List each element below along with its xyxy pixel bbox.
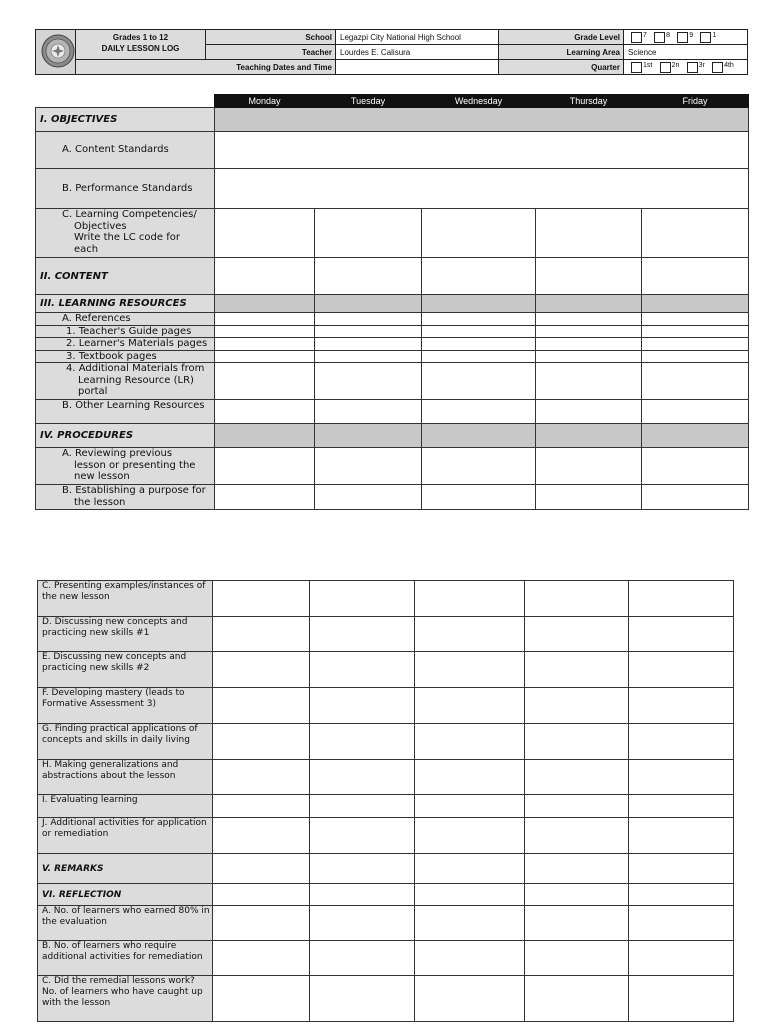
content-standards-label: A. Content Standards: [36, 132, 215, 169]
olr-monday-cell[interactable]: [215, 400, 315, 424]
establishing-purpose-label: B. Establishing a purpose for the lesson: [36, 485, 215, 510]
content-wednesday-cell[interactable]: [422, 258, 536, 295]
reflection-friday-cell[interactable]: [629, 884, 734, 906]
h-friday-cell[interactable]: [629, 760, 734, 795]
grade-level-options: [624, 30, 748, 45]
school-label: School: [206, 30, 336, 45]
grade-10-label: 1: [712, 31, 717, 39]
j-tuesday-cell[interactable]: [310, 818, 415, 854]
ra-tuesday-cell[interactable]: [310, 906, 415, 941]
c-friday-cell[interactable]: [629, 581, 734, 617]
procedures-shade-2: [315, 424, 422, 448]
corner-cell: [36, 95, 215, 108]
f-friday-cell[interactable]: [629, 688, 734, 724]
day-wednesday: Wednesday: [422, 95, 536, 108]
procedures-shade-5: [642, 424, 749, 448]
olr-friday-cell[interactable]: [642, 400, 749, 424]
rb-thursday-cell[interactable]: [525, 941, 629, 976]
references-label: A. References: [36, 313, 215, 326]
lm-monday-cell[interactable]: [215, 338, 315, 351]
presenting-examples-label: C. Presenting examples/instances of the new lesson: [38, 581, 213, 617]
reflection-tuesday-cell[interactable]: [310, 884, 415, 906]
grade-8-checkbox[interactable]: [654, 32, 665, 43]
tb-monday-cell[interactable]: [215, 350, 315, 363]
rev-wednesday-cell[interactable]: [422, 448, 536, 485]
references-tuesday-cell[interactable]: [315, 313, 422, 326]
g-thursday-cell[interactable]: [525, 724, 629, 760]
content-tuesday-cell[interactable]: [315, 258, 422, 295]
ra-wednesday-cell[interactable]: [415, 906, 525, 941]
reflection-thursday-cell[interactable]: [525, 884, 629, 906]
i-tuesday-cell[interactable]: [310, 795, 415, 818]
f-thursday-cell[interactable]: [525, 688, 629, 724]
am-thursday-cell[interactable]: [536, 363, 642, 400]
content-heading: II. CONTENT: [36, 258, 215, 295]
grade-7-label: 7: [643, 31, 647, 39]
performance-standards-label: B. Performance Standards: [36, 169, 215, 209]
c-monday-cell[interactable]: [213, 581, 310, 617]
tg-tuesday-cell[interactable]: [315, 325, 422, 338]
lm-wednesday-cell[interactable]: [422, 338, 536, 351]
practical-applications-label: G. Finding practical applications of concepts and skills in daily living: [38, 724, 213, 760]
day-thursday: Thursday: [536, 95, 642, 108]
remarks-heading: V. REMARKS: [38, 854, 213, 884]
additional-activities-label: J. Additional activities for application or remediation: [38, 818, 213, 854]
quarter-3-label: 3r: [698, 61, 705, 69]
learning-competencies-label: C. Learning Competencies/ Objectives Write the LC code for each: [36, 209, 215, 258]
i-wednesday-cell[interactable]: [415, 795, 525, 818]
c-wednesday-cell[interactable]: [415, 581, 525, 617]
reviewing-lesson-label: A. Reviewing previous lesson or presenting the new lesson: [36, 448, 215, 485]
rev-monday-cell[interactable]: [215, 448, 315, 485]
discussing-concepts-2-label: E. Discussing new concepts and practicing new skills #2: [38, 652, 213, 688]
am-monday-cell[interactable]: [215, 363, 315, 400]
d-wednesday-cell[interactable]: [415, 617, 525, 652]
quarter-2-label: 2n: [671, 61, 680, 69]
resources-shade-4: [536, 295, 642, 313]
learning-area-label: Learning Area: [499, 45, 624, 60]
learners-remediation-label: B. No. of learners who require additional activities for remediation: [38, 941, 213, 976]
resources-shade-2: [315, 295, 422, 313]
tb-tuesday-cell[interactable]: [315, 350, 422, 363]
i-friday-cell[interactable]: [629, 795, 734, 818]
references-thursday-cell[interactable]: [536, 313, 642, 326]
quarter-4-checkbox[interactable]: [712, 62, 723, 73]
learning-resources-heading: III. LEARNING RESOURCES: [36, 295, 215, 313]
quarter-3-checkbox[interactable]: [687, 62, 698, 73]
purpose-thursday-cell[interactable]: [536, 485, 642, 510]
f-monday-cell[interactable]: [213, 688, 310, 724]
rc-thursday-cell[interactable]: [525, 976, 629, 1022]
reflection-wednesday-cell[interactable]: [415, 884, 525, 906]
resources-shade-3: [422, 295, 536, 313]
g-friday-cell[interactable]: [629, 724, 734, 760]
g-tuesday-cell[interactable]: [310, 724, 415, 760]
tg-wednesday-cell[interactable]: [422, 325, 536, 338]
log-title-line1: Grades 1 to 12: [112, 33, 169, 42]
performance-standards-cell[interactable]: [215, 169, 749, 209]
rev-friday-cell[interactable]: [642, 448, 749, 485]
reflection-heading: VI. REFLECTION: [38, 884, 213, 906]
lc-thursday-cell[interactable]: [536, 209, 642, 258]
h-wednesday-cell[interactable]: [415, 760, 525, 795]
evaluating-learning-label: I. Evaluating learning: [38, 795, 213, 818]
grade-8-label: 8: [666, 31, 671, 39]
lm-tuesday-cell[interactable]: [315, 338, 422, 351]
tg-friday-cell[interactable]: [642, 325, 749, 338]
rb-tuesday-cell[interactable]: [310, 941, 415, 976]
deped-seal: [36, 30, 76, 75]
remarks-wednesday-cell[interactable]: [415, 854, 525, 884]
quarter-4-label: 4th: [724, 61, 734, 69]
quarter-label: Quarter: [499, 60, 624, 75]
textbook-pages-label: 3. Textbook pages: [36, 350, 215, 363]
g-monday-cell[interactable]: [213, 724, 310, 760]
e-tuesday-cell[interactable]: [310, 652, 415, 688]
developing-mastery-label: F. Developing mastery (leads to Formative Assessment 3): [38, 688, 213, 724]
e-wednesday-cell[interactable]: [415, 652, 525, 688]
grade-9-label: 9: [689, 31, 694, 39]
grade-9-checkbox[interactable]: [677, 32, 688, 43]
quarter-options: [624, 60, 748, 75]
procedures-shade-4: [536, 424, 642, 448]
teacher-field[interactable]: Lourdes E. Calisura: [336, 45, 499, 60]
teaching-dates-label: Teaching Dates and Time: [76, 60, 336, 75]
rc-tuesday-cell[interactable]: [310, 976, 415, 1022]
olr-wednesday-cell[interactable]: [422, 400, 536, 424]
d-tuesday-cell[interactable]: [310, 617, 415, 652]
rb-monday-cell[interactable]: [213, 941, 310, 976]
content-thursday-cell[interactable]: [536, 258, 642, 295]
remarks-thursday-cell[interactable]: [525, 854, 629, 884]
j-thursday-cell[interactable]: [525, 818, 629, 854]
i-monday-cell[interactable]: [213, 795, 310, 818]
teacher-label: Teacher: [206, 45, 336, 60]
rb-friday-cell[interactable]: [629, 941, 734, 976]
c-thursday-cell[interactable]: [525, 581, 629, 617]
rev-tuesday-cell[interactable]: [315, 448, 422, 485]
quarter-1-label: 1st: [643, 61, 653, 69]
j-monday-cell[interactable]: [213, 818, 310, 854]
day-monday: Monday: [215, 95, 315, 108]
lc-monday-cell[interactable]: [215, 209, 315, 258]
ra-thursday-cell[interactable]: [525, 906, 629, 941]
quarter-1-checkbox[interactable]: [631, 62, 642, 73]
rb-wednesday-cell[interactable]: [415, 941, 525, 976]
j-wednesday-cell[interactable]: [415, 818, 525, 854]
lc-wednesday-cell[interactable]: [422, 209, 536, 258]
d-friday-cell[interactable]: [629, 617, 734, 652]
tb-thursday-cell[interactable]: [536, 350, 642, 363]
olr-tuesday-cell[interactable]: [315, 400, 422, 424]
h-thursday-cell[interactable]: [525, 760, 629, 795]
procedures-heading: IV. PROCEDURES: [36, 424, 215, 448]
resources-shade-1: [215, 295, 315, 313]
additional-materials-label: 4. Additional Materials from Learning Resource (LR) portal: [36, 363, 215, 400]
procedures-shade-3: [422, 424, 536, 448]
e-monday-cell[interactable]: [213, 652, 310, 688]
lc-tuesday-cell[interactable]: [315, 209, 422, 258]
resources-shade-5: [642, 295, 749, 313]
purpose-tuesday-cell[interactable]: [315, 485, 422, 510]
c-tuesday-cell[interactable]: [310, 581, 415, 617]
teachers-guide-label: 1. Teacher's Guide pages: [36, 325, 215, 338]
lesson-log-table-page1: [35, 94, 749, 510]
reflection-monday-cell[interactable]: [213, 884, 310, 906]
day-tuesday: Tuesday: [315, 95, 422, 108]
h-monday-cell[interactable]: [213, 760, 310, 795]
am-friday-cell[interactable]: [642, 363, 749, 400]
header-table: [35, 29, 748, 75]
school-field[interactable]: Legazpi City National High School: [336, 30, 499, 45]
j-friday-cell[interactable]: [629, 818, 734, 854]
other-resources-label: B. Other Learning Resources: [36, 400, 215, 424]
content-standards-cell[interactable]: [215, 132, 749, 169]
rev-thursday-cell[interactable]: [536, 448, 642, 485]
remarks-monday-cell[interactable]: [213, 854, 310, 884]
ra-monday-cell[interactable]: [213, 906, 310, 941]
tb-friday-cell[interactable]: [642, 350, 749, 363]
tg-monday-cell[interactable]: [215, 325, 315, 338]
d-thursday-cell[interactable]: [525, 617, 629, 652]
h-tuesday-cell[interactable]: [310, 760, 415, 795]
i-thursday-cell[interactable]: [525, 795, 629, 818]
rc-monday-cell[interactable]: [213, 976, 310, 1022]
grade-level-label: Grade Level: [499, 30, 624, 45]
rc-friday-cell[interactable]: [629, 976, 734, 1022]
purpose-friday-cell[interactable]: [642, 485, 749, 510]
generalizations-label: H. Making generalizations and abstractions about the lesson: [38, 760, 213, 795]
am-wednesday-cell[interactable]: [422, 363, 536, 400]
tg-thursday-cell[interactable]: [536, 325, 642, 338]
lc-friday-cell[interactable]: [642, 209, 749, 258]
remarks-friday-cell[interactable]: [629, 854, 734, 884]
quarter-2-checkbox[interactable]: [660, 62, 671, 73]
tb-wednesday-cell[interactable]: [422, 350, 536, 363]
procedures-shade-1: [215, 424, 315, 448]
grade-7-checkbox[interactable]: [631, 32, 642, 43]
lm-thursday-cell[interactable]: [536, 338, 642, 351]
teaching-dates-field[interactable]: [336, 60, 499, 75]
g-wednesday-cell[interactable]: [415, 724, 525, 760]
objectives-shaded-cell: [215, 108, 749, 132]
grade-10-checkbox[interactable]: [700, 32, 711, 43]
am-tuesday-cell[interactable]: [315, 363, 422, 400]
references-wednesday-cell[interactable]: [422, 313, 536, 326]
references-monday-cell[interactable]: [215, 313, 315, 326]
olr-thursday-cell[interactable]: [536, 400, 642, 424]
objectives-heading: I. OBJECTIVES: [36, 108, 215, 132]
learners-80-percent-label: A. No. of learners who earned 80% in the evaluation: [38, 906, 213, 941]
content-friday-cell[interactable]: [642, 258, 749, 295]
log-title-line2: DAILY LESSON LOG: [101, 44, 180, 53]
ra-friday-cell[interactable]: [629, 906, 734, 941]
learners-materials-label: 2. Learner's Materials pages: [36, 338, 215, 351]
lm-friday-cell[interactable]: [642, 338, 749, 351]
deped-seal-icon: [41, 34, 75, 68]
references-friday-cell[interactable]: [642, 313, 749, 326]
day-friday: Friday: [642, 95, 749, 108]
remarks-tuesday-cell[interactable]: [310, 854, 415, 884]
learning-area-field[interactable]: Science: [624, 45, 748, 60]
f-wednesday-cell[interactable]: [415, 688, 525, 724]
e-thursday-cell[interactable]: [525, 652, 629, 688]
d-monday-cell[interactable]: [213, 617, 310, 652]
purpose-wednesday-cell[interactable]: [422, 485, 536, 510]
discussing-concepts-1-label: D. Discussing new concepts and practicing new skills #1: [38, 617, 213, 652]
content-monday-cell[interactable]: [215, 258, 315, 295]
f-tuesday-cell[interactable]: [310, 688, 415, 724]
rc-wednesday-cell[interactable]: [415, 976, 525, 1022]
purpose-monday-cell[interactable]: [215, 485, 315, 510]
remedial-lessons-label: C. Did the remedial lessons work? No. of learners who have caught up with the lesson: [38, 976, 213, 1022]
lesson-log-table-page2: [37, 580, 734, 1022]
log-title: [76, 30, 206, 60]
e-friday-cell[interactable]: [629, 652, 734, 688]
